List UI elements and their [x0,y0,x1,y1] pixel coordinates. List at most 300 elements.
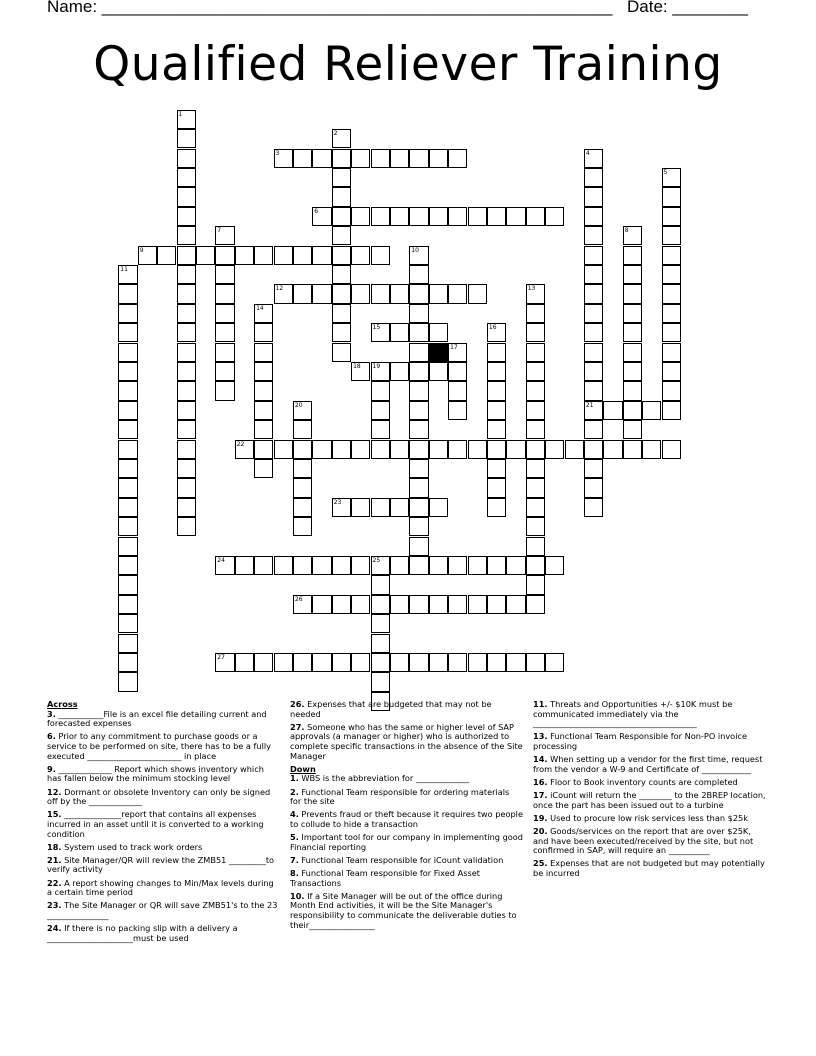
grid-cell[interactable] [409,517,428,536]
grid-cell[interactable] [118,537,137,556]
grid-cell[interactable] [235,653,254,672]
grid-cell[interactable] [293,498,312,517]
grid-cell[interactable] [332,498,351,517]
grid-cell[interactable] [312,440,331,459]
grid-cell[interactable] [312,595,331,614]
grid-cell[interactable] [390,284,409,303]
grid-cell[interactable] [409,498,428,517]
grid-cell[interactable] [332,284,351,303]
grid-cell[interactable] [177,498,196,517]
grid-cell[interactable] [545,207,564,226]
grid-cell[interactable] [487,420,506,439]
grid-cell[interactable] [118,284,137,303]
grid-cell[interactable] [332,265,351,284]
grid-cell[interactable] [584,323,603,342]
grid-cell[interactable] [332,556,351,575]
grid-cell[interactable] [584,265,603,284]
grid-cell[interactable] [526,537,545,556]
grid-cell[interactable] [662,284,681,303]
grid-cell[interactable] [409,323,428,342]
grid-cell[interactable] [118,343,137,362]
grid-cell[interactable] [254,343,273,362]
grid-cell[interactable] [118,556,137,575]
grid-cell[interactable] [448,653,467,672]
grid-cell[interactable] [468,284,487,303]
grid-cell[interactable] [429,498,448,517]
grid-cell[interactable] [468,653,487,672]
grid-cell[interactable] [138,246,157,265]
grid-cell[interactable] [584,168,603,187]
grid-cell[interactable] [177,149,196,168]
grid-cell[interactable] [623,362,642,381]
grid-cell[interactable] [409,304,428,323]
grid-cell[interactable] [274,440,293,459]
grid-cell[interactable] [215,362,234,381]
grid-cell[interactable] [584,459,603,478]
grid-cell[interactable] [118,595,137,614]
grid-cell[interactable] [254,556,273,575]
grid-cell[interactable] [312,149,331,168]
grid-cell[interactable] [662,343,681,362]
grid-cell[interactable] [409,343,428,362]
grid-cell[interactable] [662,304,681,323]
grid-cell[interactable] [293,149,312,168]
grid-cell[interactable] [177,381,196,400]
grid-cell[interactable] [468,440,487,459]
grid-cell[interactable] [177,304,196,323]
grid-cell[interactable] [177,459,196,478]
across-clue-number: 18. [47,841,62,852]
grid-cell[interactable] [662,401,681,420]
grid-cell[interactable] [118,420,137,439]
grid-cell[interactable] [390,362,409,381]
grid-cell[interactable] [118,459,137,478]
grid-cell[interactable] [409,381,428,400]
grid-cell[interactable] [584,362,603,381]
date-field[interactable]: Date: ________ [627,0,748,16]
grid-cell[interactable] [177,265,196,284]
grid-cell[interactable] [215,653,234,672]
grid-cell[interactable] [312,653,331,672]
grid-cell[interactable] [254,381,273,400]
grid-cell[interactable] [506,595,525,614]
grid-cell[interactable] [429,440,448,459]
grid-cell[interactable] [177,226,196,245]
grid-cell[interactable] [662,168,681,187]
grid-cell[interactable] [293,284,312,303]
grid-cell[interactable] [409,246,428,265]
grid-cell[interactable] [254,459,273,478]
grid-cell[interactable] [118,304,137,323]
grid-cell[interactable] [526,207,545,226]
grid-cell[interactable] [371,672,390,691]
grid-cell[interactable] [448,595,467,614]
grid-cell[interactable] [662,440,681,459]
grid-cell[interactable] [371,401,390,420]
grid-cell[interactable] [623,381,642,400]
grid-cell[interactable] [487,653,506,672]
grid-cell[interactable] [371,614,390,633]
grid-cell[interactable] [584,284,603,303]
grid-cell[interactable] [526,420,545,439]
grid-cell[interactable] [409,401,428,420]
grid-cell[interactable] [448,343,467,362]
grid-cell[interactable] [332,653,351,672]
grid-cell[interactable] [196,246,215,265]
grid-cell[interactable] [429,323,448,342]
grid-cell[interactable] [351,246,370,265]
grid-cell[interactable] [332,304,351,323]
grid-cell[interactable] [584,149,603,168]
grid-cell[interactable] [429,362,448,381]
grid-cell[interactable] [584,440,603,459]
grid-cell[interactable] [409,207,428,226]
grid-cell[interactable] [584,381,603,400]
grid-cell[interactable] [293,653,312,672]
grid-cell[interactable] [487,556,506,575]
grid-cell[interactable] [351,284,370,303]
grid-cell[interactable] [254,362,273,381]
grid-cell[interactable] [274,653,293,672]
grid-cell[interactable] [409,420,428,439]
grid-cell[interactable] [215,226,234,245]
grid-cell[interactable] [118,517,137,536]
grid-cell[interactable] [254,401,273,420]
grid-cell[interactable] [332,226,351,245]
grid-cell[interactable] [526,653,545,672]
grid-cell[interactable] [662,226,681,245]
grid-cell[interactable] [662,323,681,342]
grid-cell[interactable] [623,304,642,323]
grid-cell[interactable] [118,498,137,517]
grid-cell[interactable] [526,556,545,575]
grid-cell[interactable] [371,323,390,342]
grid-cell[interactable] [526,595,545,614]
grid-cell[interactable] [371,498,390,517]
grid-cell[interactable] [409,149,428,168]
grid-cell[interactable] [254,246,273,265]
across-clue-text: A report showing changes to Min/Max levels during a certain time period [47,877,274,898]
grid-cell[interactable] [468,207,487,226]
grid-cell[interactable] [584,478,603,497]
grid-cell[interactable] [662,207,681,226]
grid-cell[interactable] [351,207,370,226]
grid-cell[interactable] [118,575,137,594]
grid-cell[interactable] [584,498,603,517]
grid-cell[interactable] [448,284,467,303]
grid-cell[interactable] [312,246,331,265]
grid-cell[interactable] [177,246,196,265]
grid-cell[interactable] [487,478,506,497]
grid-cell[interactable] [215,343,234,362]
grid-cell[interactable] [526,343,545,362]
grid-cell[interactable] [351,498,370,517]
grid-cell[interactable] [215,304,234,323]
grid-cell[interactable] [584,420,603,439]
grid-cell[interactable] [526,362,545,381]
grid-cell[interactable] [118,672,137,691]
grid-cell[interactable] [506,440,525,459]
grid-cell[interactable] [409,595,428,614]
grid-cell[interactable] [371,653,390,672]
grid-cell[interactable] [662,362,681,381]
grid-cell[interactable] [293,459,312,478]
grid-cell[interactable] [429,595,448,614]
grid-cell[interactable] [623,265,642,284]
grid-cell[interactable] [448,440,467,459]
grid-cell[interactable] [487,343,506,362]
grid-cell[interactable] [526,575,545,594]
grid-cell[interactable] [487,401,506,420]
grid-cell[interactable] [293,595,312,614]
grid-cell[interactable] [351,653,370,672]
grid-cell[interactable] [177,420,196,439]
grid-cell[interactable] [312,284,331,303]
grid-cell[interactable] [603,401,622,420]
grid-cell[interactable] [371,556,390,575]
grid-cell[interactable] [584,246,603,265]
name-field[interactable]: Name: ______________________________________________________ [47,0,613,16]
grid-cell[interactable] [351,362,370,381]
grid-cell[interactable] [409,537,428,556]
grid-cell[interactable] [584,187,603,206]
grid-cell[interactable] [662,246,681,265]
grid-cell[interactable] [215,246,234,265]
grid-cell[interactable] [429,207,448,226]
grid-cell[interactable] [371,284,390,303]
grid-cell[interactable] [623,323,642,342]
grid-cell[interactable] [371,246,390,265]
grid-cell[interactable] [293,556,312,575]
grid-cell[interactable] [526,440,545,459]
grid-cell[interactable] [623,401,642,420]
grid-cell[interactable] [177,478,196,497]
grid-cell[interactable] [409,556,428,575]
grid-cell[interactable] [118,323,137,342]
grid-cell[interactable] [351,595,370,614]
grid-cell[interactable] [584,343,603,362]
grid-cell[interactable] [177,517,196,536]
grid-cell[interactable] [254,653,273,672]
grid-cell[interactable] [390,498,409,517]
grid-cell[interactable] [584,226,603,245]
grid-cell[interactable] [642,401,661,420]
grid-cell[interactable] [623,246,642,265]
grid-cell[interactable] [487,207,506,226]
grid-cell[interactable] [390,440,409,459]
grid-cell[interactable] [177,323,196,342]
grid-cell[interactable] [118,440,137,459]
grid-cell[interactable] [118,634,137,653]
grid-cell[interactable] [118,614,137,633]
grid-cell[interactable] [448,207,467,226]
grid-cell[interactable] [118,265,137,284]
grid-cell[interactable] [584,207,603,226]
grid-cell[interactable] [526,478,545,497]
grid-cell[interactable] [177,401,196,420]
grid-cell[interactable] [390,149,409,168]
grid-cell[interactable] [371,207,390,226]
grid-cell[interactable] [448,362,467,381]
grid-cell[interactable] [332,187,351,206]
grid-cell[interactable] [390,556,409,575]
grid-cell[interactable] [662,265,681,284]
grid-cell[interactable] [177,110,196,129]
grid-cell[interactable] [429,284,448,303]
grid-cell[interactable] [545,653,564,672]
grid-cell[interactable] [448,556,467,575]
grid-cell[interactable] [409,265,428,284]
grid-cell[interactable] [332,129,351,148]
grid-cell[interactable] [215,284,234,303]
grid-cell[interactable] [429,653,448,672]
grid-cell[interactable] [526,284,545,303]
grid-cell[interactable] [390,595,409,614]
grid-cell[interactable] [623,343,642,362]
grid-cell[interactable] [118,478,137,497]
grid-cell[interactable] [235,246,254,265]
grid-cell[interactable] [371,440,390,459]
grid-cell[interactable] [312,207,331,226]
grid-cell[interactable] [332,168,351,187]
grid-cell[interactable] [545,440,564,459]
grid-cell[interactable] [177,129,196,148]
grid-cell[interactable] [118,362,137,381]
grid-cell[interactable] [274,149,293,168]
grid-cell[interactable] [293,517,312,536]
grid-cell[interactable] [545,556,564,575]
grid-cell[interactable] [487,323,506,342]
grid-cell[interactable] [662,381,681,400]
grid-cell[interactable] [293,401,312,420]
grid-cell[interactable] [526,401,545,420]
grid-cell[interactable] [118,653,137,672]
grid-cell[interactable] [409,284,428,303]
grid-cell[interactable] [235,556,254,575]
grid-cell[interactable] [371,595,390,614]
grid-cell[interactable] [487,440,506,459]
grid-cell[interactable] [274,284,293,303]
grid-cell[interactable] [371,149,390,168]
grid-cell[interactable] [332,207,351,226]
grid-cell[interactable] [565,440,584,459]
grid-cell[interactable] [526,517,545,536]
grid-cell[interactable] [332,440,351,459]
grid-cell[interactable] [332,149,351,168]
grid-cell[interactable] [390,207,409,226]
grid-cell[interactable] [293,440,312,459]
grid-cell[interactable] [487,595,506,614]
grid-cell[interactable] [468,556,487,575]
grid-cell[interactable] [409,478,428,497]
grid-cell[interactable] [623,420,642,439]
grid-cell[interactable] [623,440,642,459]
grid-cell[interactable] [623,284,642,303]
grid-cell[interactable] [293,246,312,265]
grid-cell[interactable] [468,595,487,614]
grid-cell[interactable] [526,459,545,478]
grid-cell[interactable] [371,634,390,653]
grid-cell[interactable] [254,323,273,342]
grid-cell[interactable] [118,381,137,400]
grid-cell[interactable] [351,149,370,168]
grid-cell[interactable] [177,440,196,459]
grid-cell[interactable] [603,440,622,459]
grid-cell[interactable] [584,401,603,420]
grid-cell[interactable] [487,362,506,381]
grid-cell[interactable] [526,498,545,517]
grid-cell[interactable] [448,401,467,420]
grid-cell[interactable] [312,556,331,575]
grid-cell[interactable] [177,362,196,381]
grid-cell[interactable] [526,323,545,342]
grid-cell[interactable] [293,478,312,497]
grid-cell[interactable] [409,653,428,672]
grid-cell[interactable] [584,304,603,323]
grid-cell[interactable] [215,556,234,575]
grid-cell[interactable] [177,343,196,362]
grid-cell[interactable] [506,207,525,226]
grid-cell[interactable] [177,187,196,206]
grid-cell[interactable] [332,343,351,362]
grid-cell[interactable] [487,498,506,517]
grid-cell[interactable] [642,440,661,459]
grid-cell[interactable] [332,595,351,614]
grid-cell[interactable] [274,556,293,575]
grid-cell[interactable] [274,246,293,265]
grid-cell[interactable] [526,304,545,323]
grid-cell[interactable] [487,459,506,478]
grid-cell[interactable] [390,323,409,342]
grid-cell[interactable] [215,265,234,284]
grid-cell[interactable] [332,246,351,265]
grid-cell[interactable] [506,556,525,575]
grid-cell[interactable] [409,459,428,478]
grid-cell[interactable] [215,323,234,342]
grid-cell[interactable] [177,207,196,226]
grid-cell[interactable] [254,420,273,439]
grid-cell[interactable] [254,440,273,459]
grid-cell[interactable] [293,420,312,439]
grid-cell[interactable] [118,401,137,420]
grid-cell[interactable] [332,323,351,342]
grid-cell[interactable] [662,187,681,206]
grid-cell[interactable] [623,226,642,245]
grid-cell[interactable] [351,556,370,575]
grid-cell[interactable] [351,440,370,459]
grid-cell[interactable] [409,440,428,459]
grid-cell[interactable] [235,440,254,459]
grid-cell[interactable] [409,362,428,381]
grid-cell[interactable] [429,149,448,168]
grid-cell[interactable] [487,381,506,400]
grid-cell[interactable] [254,304,273,323]
grid-cell[interactable] [448,149,467,168]
grid-cell[interactable] [371,381,390,400]
grid-cell[interactable] [506,653,525,672]
grid-cell[interactable] [526,381,545,400]
grid-cell[interactable] [429,556,448,575]
grid-cell[interactable] [371,362,390,381]
grid-cell[interactable] [177,168,196,187]
grid-cell[interactable] [177,284,196,303]
grid-cell[interactable] [371,420,390,439]
grid-cell[interactable] [371,575,390,594]
grid-cell[interactable] [448,381,467,400]
grid-cell[interactable] [157,246,176,265]
grid-cell[interactable] [390,653,409,672]
grid-cell[interactable] [215,381,234,400]
